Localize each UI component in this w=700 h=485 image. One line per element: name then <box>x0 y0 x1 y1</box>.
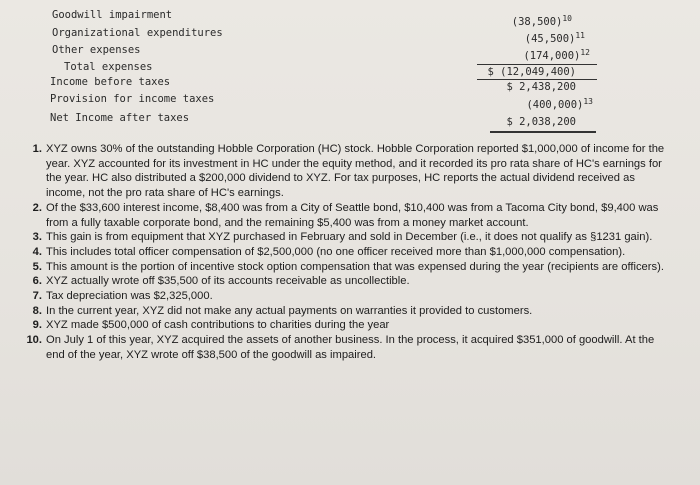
note-ref: 10 <box>562 14 572 23</box>
footnote-text: Tax depreciation was $2,325,000. <box>46 290 213 303</box>
footnote-item <box>14 260 674 275</box>
footnote-item <box>14 230 674 245</box>
row-value-total-expenses <box>487 66 576 78</box>
total-rule <box>477 79 597 80</box>
footnote-text: This includes total officer compensation of $2,500,000 (no one officer received more than $1,000,000 compensation). <box>46 245 626 258</box>
footnote-item <box>14 245 674 260</box>
footnote-number: 2. <box>32 201 42 214</box>
footnote-item <box>14 289 674 304</box>
footnote-number: 4. <box>32 245 42 258</box>
value-text: (38,500) <box>511 16 563 28</box>
row-label-provision-for-income-taxes: Provision for income taxes <box>50 93 215 105</box>
footnote-text: On July 1 of this year, XYZ acquired the assets of another business. In the process, it acquired $351,000 of goodwill. At the end of the year, XYZ wrote off $38,500 of the goodwill as impaired. <box>46 334 655 361</box>
net-income-underline <box>490 131 596 133</box>
value-text: $ 2,438,200 <box>506 81 576 93</box>
value-text: $ (12,049,400) <box>487 66 576 78</box>
note-ref: 11 <box>575 31 585 40</box>
footnote-text: This gain is from equipment that XYZ purchased in February and sold in December (i.e., it does not qualify as §1231 gain). <box>46 231 653 244</box>
footnote-number: 9. <box>32 319 42 332</box>
row-label-income-before-taxes: Income before taxes <box>50 76 171 88</box>
value-text: (174,000) <box>523 50 581 62</box>
footnote-number: 5. <box>32 260 42 273</box>
row-value-provision-for-income-taxes <box>526 97 593 111</box>
footnote-item <box>14 142 674 201</box>
footnote-number: 8. <box>32 304 42 317</box>
row-value-organizational-expenditures <box>525 31 585 45</box>
row-value-goodwill-impairment <box>512 14 572 28</box>
footnote-text: Of the $33,600 interest income, $8,400 was from a City of Seattle bond, $10,400 was from a Tacoma City bond, $9,400 was from a fully taxable corporate bond, and the remaining $5,400 was from a money market account. <box>46 201 659 229</box>
row-label-organizational-expenditures: Organizational expenditures <box>52 27 223 39</box>
footnote-item <box>14 201 674 230</box>
row-label-total-expenses: Total expenses <box>64 61 153 73</box>
subtotal-rule <box>477 64 597 65</box>
footnote-number: 6. <box>32 275 42 288</box>
footnote-text: XYZ actually wrote off $35,500 of its accounts receivable as uncollectible. <box>46 275 410 288</box>
footnote-number: 10. <box>26 334 42 347</box>
footnote-text: XYZ made $500,000 of cash contributions to charities during the year <box>46 319 390 332</box>
footnote-text: This amount is the portion of incentive stock option compensation that was expensed during the year (recipients are officers). <box>46 260 664 273</box>
footnote-item <box>14 318 674 333</box>
footnote-text: In the current year, XYZ did not make any actual payments on warranties it provided to customers. <box>46 304 533 317</box>
row-label-other-expenses: Other expenses <box>52 44 141 56</box>
row-value-other-expenses <box>523 48 590 62</box>
footnote-item <box>14 333 674 362</box>
value-text: (45,500) <box>524 33 576 45</box>
row-label-goodwill-impairment: Goodwill impairment <box>52 9 173 21</box>
footnote-number: 3. <box>32 231 42 244</box>
footnote-number: 1. <box>32 143 42 155</box>
row-label-net-income-after-taxes: Net Income after taxes <box>50 112 190 124</box>
row-value-net-income-after-taxes <box>506 116 576 128</box>
value-text: $ 2,038,200 <box>506 116 576 128</box>
value-text: (400,000) <box>526 99 584 111</box>
footnote-item <box>14 274 674 289</box>
row-value-income-before-taxes <box>506 81 576 93</box>
footnotes-list <box>14 142 674 363</box>
note-ref: 12 <box>580 48 590 57</box>
income-statement <box>0 0 700 140</box>
footnote-text: XYZ owns 30% of the outstanding Hobble Corporation (HC) stock. Hobble Corporation reported $1,000,000 of income for the year. XYZ accounted for its investment in HC under the equity method, and it recorded its pro rata share of HC's earnings for the year. HC also distributed a $200,000 dividend to XYZ. For tax purposes, HC reports the actual dividend received as income, not the pro rata share of HC's earnings. <box>46 143 665 200</box>
footnote-number: 7. <box>32 290 42 303</box>
note-ref: 13 <box>583 97 593 106</box>
footnote-item <box>14 304 674 319</box>
